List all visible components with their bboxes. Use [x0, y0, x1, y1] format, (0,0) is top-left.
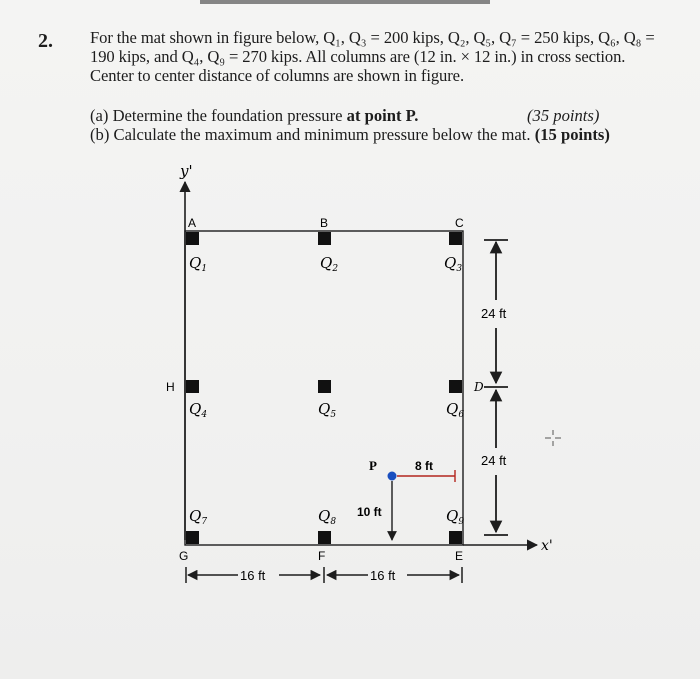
column-q4 — [186, 380, 199, 393]
y-axis-label: y' — [180, 162, 193, 180]
question-number: 2. — [38, 30, 53, 52]
x-axis-label: x' — [541, 538, 553, 554]
column-q6 — [449, 380, 462, 393]
crosshair-mark — [545, 430, 561, 446]
part-b-text: (b) Calculate the maximum and minimum pressure below the mat. — [90, 125, 535, 144]
column-label-q1: $Q_1$ — [189, 254, 208, 274]
point-p-label: P — [369, 458, 377, 473]
column-q1 — [186, 232, 199, 245]
corner-label-f: F — [318, 549, 326, 563]
corner-label-b: B — [320, 216, 329, 230]
column-label-q7: $Q_7$ — [189, 507, 208, 527]
dim-right-bottom: 24 ft — [481, 453, 507, 468]
part-b-points: (15 points) — [534, 125, 610, 144]
column-label-q6: $Q_6$ — [446, 400, 465, 420]
point-p-marker — [388, 472, 397, 481]
corner-label-h: H — [166, 380, 175, 394]
column-label-q8: $Q_8$ — [318, 507, 337, 527]
dim-p-horizontal: 8 ft — [415, 459, 433, 473]
column-label-q9: $Q_9$ — [446, 507, 465, 527]
corner-label-a: A — [188, 216, 197, 230]
question-text: For the mat shown in figure below, Q₁, Q₃ = 200 kips, Q₂, Q₅, Q₇ = 250 kips, Q₆, Q₈ = 190 kips, and Q₄, Q₉ = 270 kips. All columns are (12 in. × 12 in.) in cross section. Center to center distance of columns are shown in figure. — [90, 28, 655, 85]
column-label-q3: $Q_3$ — [444, 254, 463, 274]
dim-p-vertical: 10 ft — [357, 505, 382, 519]
column-q3 — [449, 232, 462, 245]
corner-label-g: G — [179, 549, 189, 563]
dim-bottom-right: 16 ft — [370, 568, 396, 583]
corner-label-c: C — [455, 216, 464, 230]
dim-right-top: 24 ft — [481, 306, 507, 321]
dim-bottom-left: 16 ft — [240, 568, 266, 583]
bottom-dimension — [186, 567, 462, 583]
column-q7 — [186, 531, 199, 544]
column-q2 — [318, 232, 331, 245]
column-q9 — [449, 531, 462, 544]
part-a-points: (35 points) — [527, 106, 600, 125]
corner-label-e: E — [455, 549, 464, 563]
column-label-q4: $Q_4$ — [189, 400, 208, 420]
column-label-q5: $Q_5$ — [318, 400, 337, 420]
column-label-q2: $Q_2$ — [320, 254, 339, 274]
part-a-bold: at point P. — [346, 106, 419, 125]
column-q8 — [318, 531, 331, 544]
part-a-prefix: (a) Determine the foundation pressure — [90, 106, 347, 125]
corner-label-d: D — [474, 380, 484, 394]
column-q5 — [318, 380, 331, 393]
